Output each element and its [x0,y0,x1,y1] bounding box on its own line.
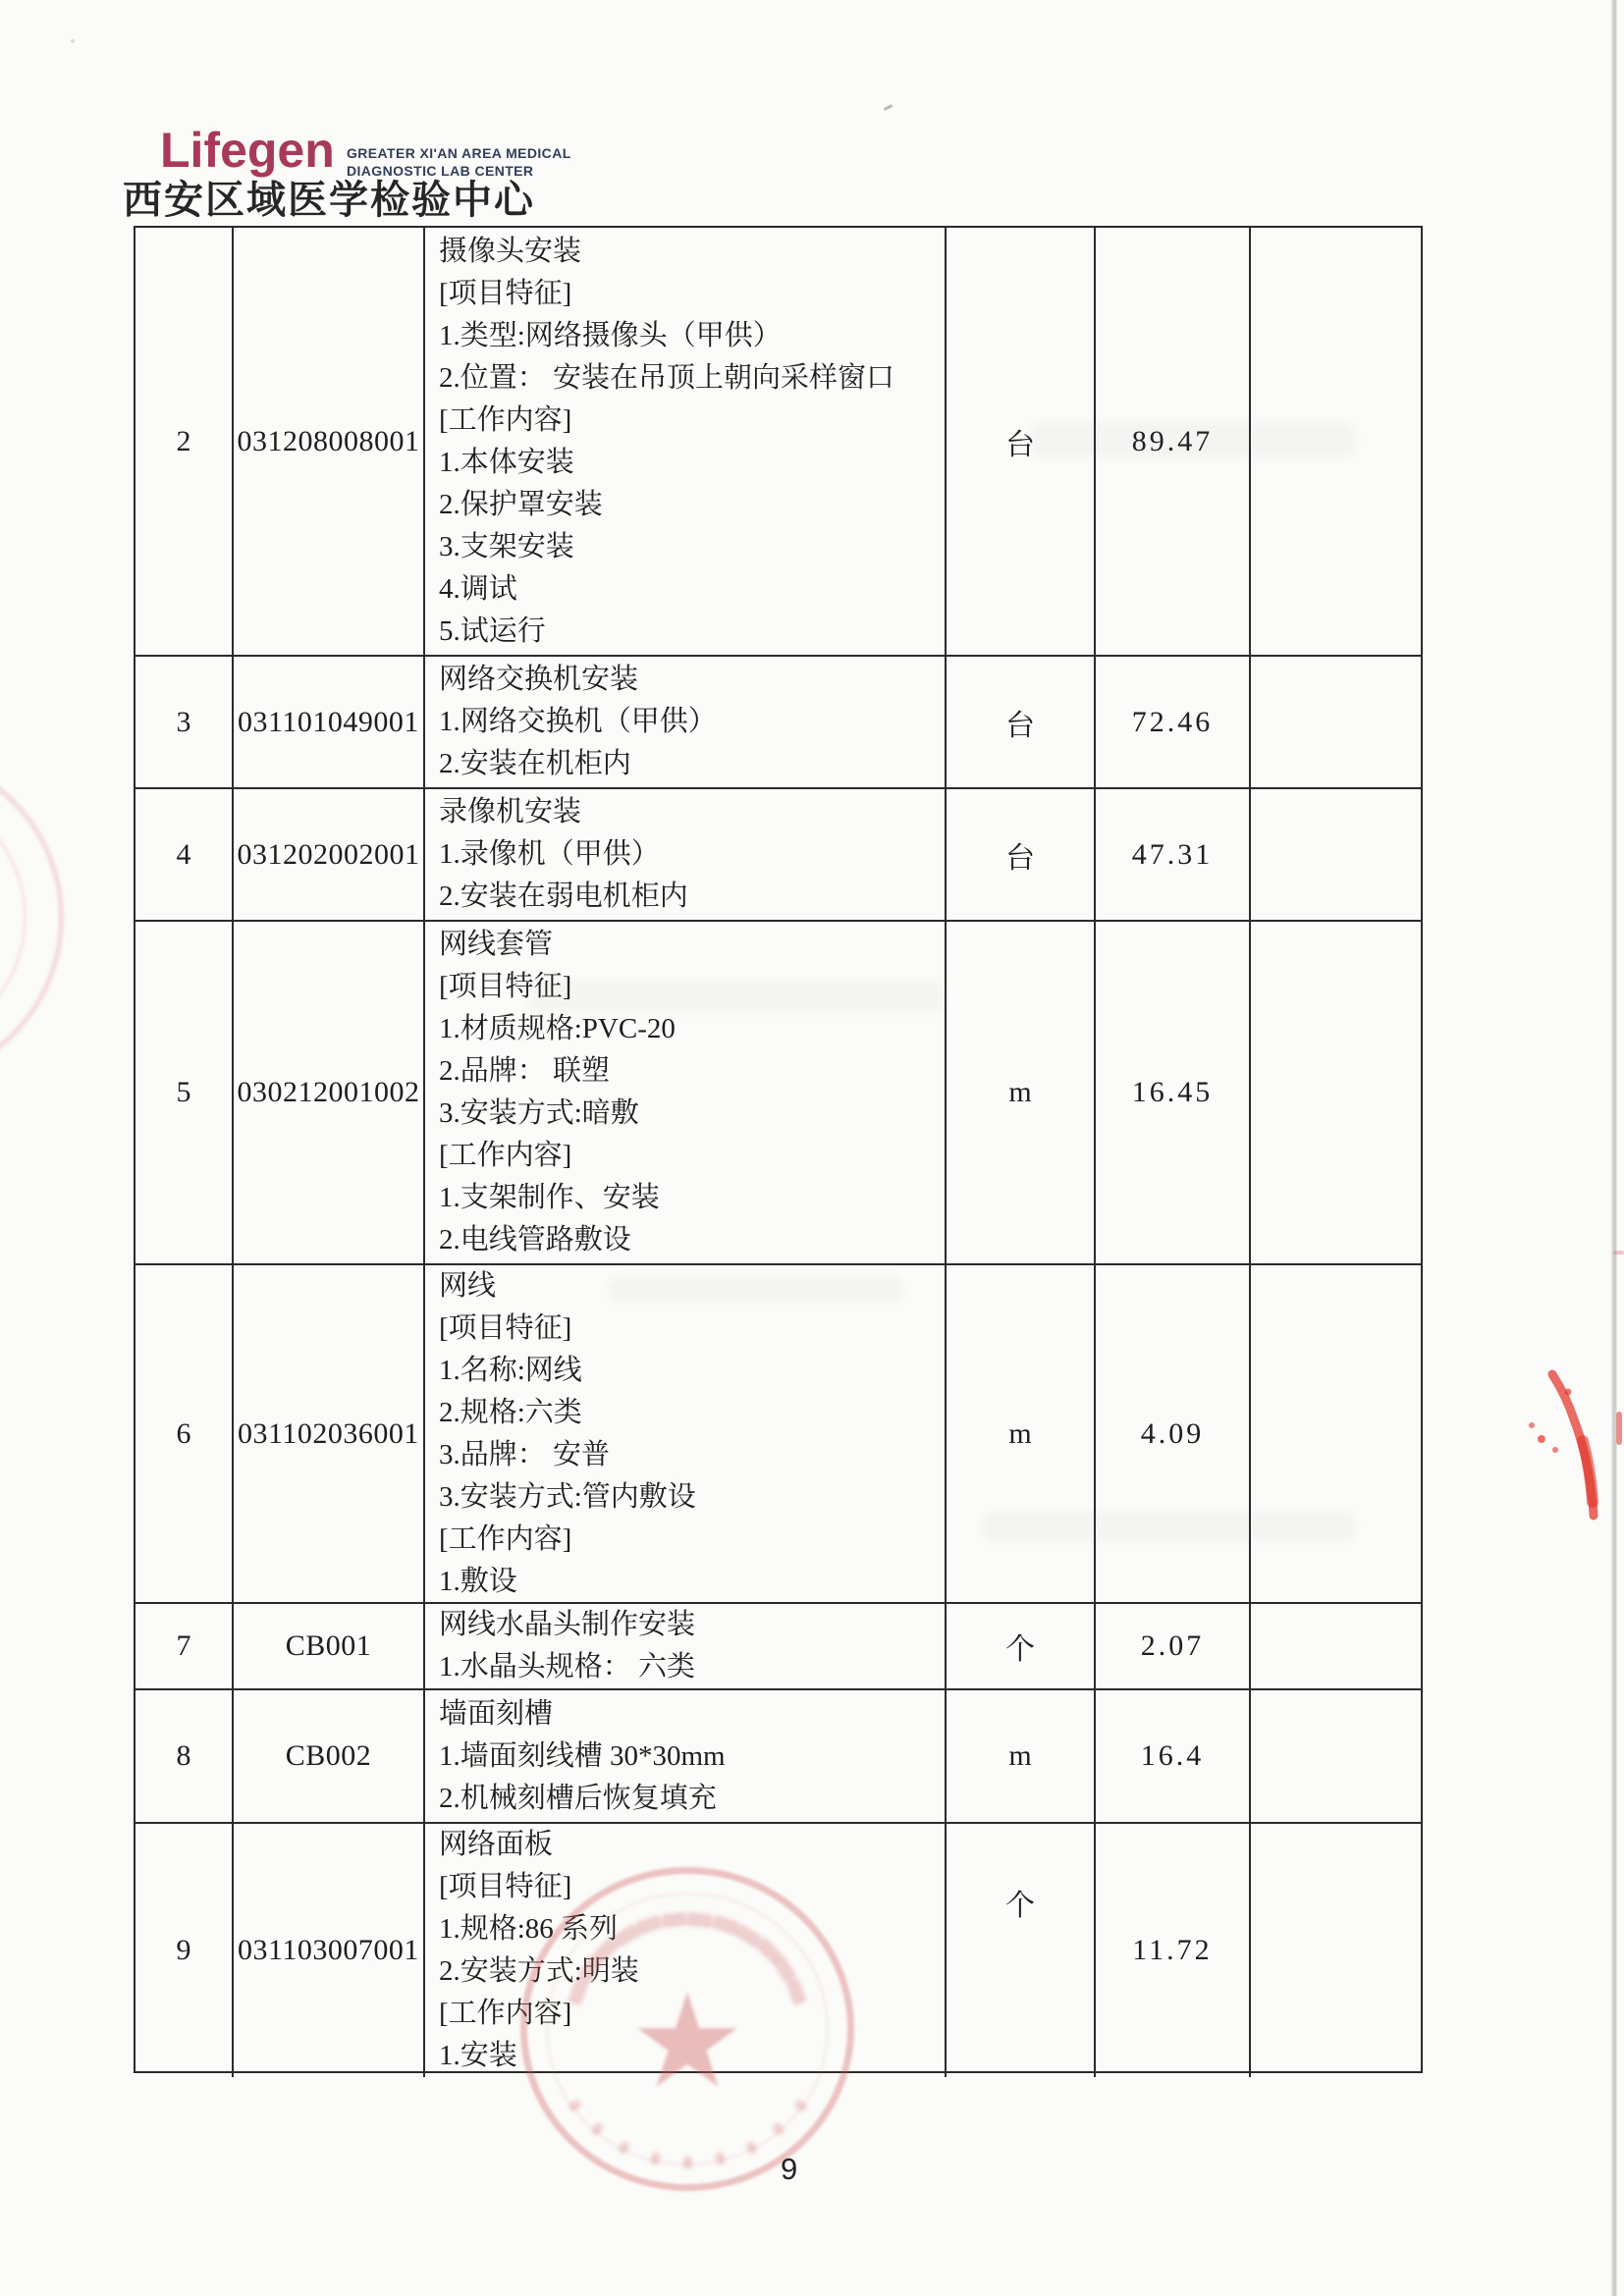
table-row [135,1604,1421,1690]
quantity-cell: 11.72 [1096,1824,1251,2077]
description-line: 1.录像机（甲供） [439,838,660,870]
empty-cell [1251,1824,1421,2077]
description-line: 网线 [439,1270,497,1302]
code-cell: CB002 [234,1690,425,1822]
description-line: 2.安装在弱电机柜内 [439,881,688,912]
description-line: 网络面板 [439,1829,554,1860]
bill-of-quantities-table [134,226,1423,2073]
description-cell [425,228,947,655]
description-line: 录像机安装 [439,796,582,828]
bleedthrough-smudge [530,982,943,1011]
quantity-cell: 16.4 [1096,1690,1251,1822]
description-line: 1.类型:网络摄像头（甲供） [439,319,782,351]
description-line: [项目特征] [439,277,572,309]
description-line: [工作内容] [439,403,572,436]
description-line: [项目特征] [439,1312,572,1344]
quantity-cell: 72.46 [1096,657,1251,787]
description-line: 5.试运行 [439,614,546,647]
stamp-digit-mark [568,2099,582,2112]
table-row [135,657,1421,789]
lifegen-logo: Lifegen [160,123,335,178]
description-line: 1.墙面刻线槽 30*30mm [439,1739,726,1772]
description-line: 1.支架制作、安装 [439,1182,660,1213]
description-line: 1.安装 [439,2040,517,2071]
description-line: 3.品牌： 安普 [439,1439,611,1470]
description-cell [425,1604,947,1688]
unit-cell: m [947,922,1096,1263]
code-cell: 031202002001 [234,789,425,920]
description-line: 1.规格:86 系列 [439,1913,619,1945]
description-line: [工作内容] [439,1523,572,1555]
bleedthrough-smudge [982,1512,1355,1541]
seq-cell: 4 [135,789,234,920]
logo-subtitle-line2: DIAGNOSTIC LAB CENTER [347,163,534,179]
red-stamp-partial-inner-ring [0,788,27,1047]
logo-subtitle [347,144,571,180]
stamp-digit-mark [771,2122,785,2137]
unit-cell: 台 [947,789,1096,920]
table-row [135,1824,1421,2075]
quantity-cell: 16.45 [1096,922,1251,1263]
description-cell [425,1265,947,1603]
empty-cell [1251,1265,1421,1603]
seq-cell: 5 [135,922,234,1263]
description-line: 2.机械刻槽后恢复填充 [439,1782,717,1814]
description-cell [425,657,947,787]
code-cell: 031208008001 [234,228,425,655]
description-line: 1.材质规格:PVC-20 [439,1013,676,1044]
description-cell [425,1824,947,2077]
description-line: 2.规格:六类 [439,1397,582,1428]
description-line: 2.品牌： 联塑 [439,1055,611,1087]
description-line: 网线水晶头制作安装 [439,1609,696,1640]
description-line: 1.本体安装 [439,446,574,478]
stamp-digit-mark [683,2157,692,2168]
logo-subtitle-line1: GREATER XI'AN AREA MEDICAL [347,145,571,161]
seq-cell: 8 [135,1690,234,1822]
description-cell [425,922,947,1263]
description-cell [425,1690,947,1822]
star-icon: ★ [628,1966,746,2118]
description-line: 3.安装方式:暗敷 [439,1097,639,1129]
bleedthrough-smudge [609,1276,903,1302]
description-line: 2.安装方式:明装 [439,1955,639,1987]
quantity-cell: 89.47 [1096,228,1251,655]
table-row [135,789,1421,922]
description-line: 1.网络交换机（甲供） [439,706,717,737]
description-line: 1.名称:网线 [439,1355,582,1386]
scan-edge-shadow [1611,0,1617,2296]
dust-speck [71,39,75,43]
description-line: [项目特征] [439,1871,572,1902]
code-cell: CB001 [234,1604,425,1688]
red-stamp-partial-outer-ring [0,751,64,1085]
empty-cell [1251,1690,1421,1822]
description-line: 3.支架安装 [439,530,574,562]
seq-cell: 6 [135,1265,234,1603]
unit-cell: 个 [947,1604,1096,1688]
unit-cell: 台 [947,228,1096,655]
description-line: 3.安装方式:管内敷设 [439,1481,696,1513]
stamp-digit-mark [618,2140,631,2155]
description-line: 1.敷设 [439,1566,517,1597]
description-cell [425,789,947,920]
code-cell: 031102036001 [234,1265,425,1603]
unit-cell: 台 [947,657,1096,787]
empty-cell [1251,1604,1421,1688]
description-line: 2.位置： 安装在吊顶上朝向采样窗口 [439,361,895,394]
description-line: [工作内容] [439,1140,572,1171]
description-line: 2.安装在机柜内 [439,748,631,779]
red-stamp-partial [0,751,64,1085]
description-line: 墙面刻槽 [439,1697,554,1730]
seq-cell: 7 [135,1604,234,1688]
description-line: 网络交换机安装 [439,664,639,695]
quantity-cell: 47.31 [1096,789,1251,920]
empty-cell [1251,922,1421,1263]
description-line: 摄像头安装 [439,235,582,267]
description-line: [工作内容] [439,1998,572,2029]
table-row [135,1690,1421,1824]
organization-title: 西安区域医学检验中心 [123,179,535,222]
unit-cell: m [947,1265,1096,1603]
pen-speck [884,104,893,111]
code-cell: 031101049001 [234,657,425,787]
description-line: [项目特征] [439,971,572,1002]
quantity-cell: 4.09 [1096,1265,1251,1603]
description-line: 4.调试 [439,572,517,605]
description-line: 1.水晶头规格： 六类 [439,1651,696,1682]
table-row [135,1265,1421,1604]
code-cell: 031103007001 [234,1824,425,2077]
unit-cell: 个 [947,1824,1096,2077]
empty-cell [1251,789,1421,920]
stamp-digit-mark [590,2122,605,2137]
empty-cell [1251,657,1421,787]
description-line: 2.保护罩安装 [439,488,603,520]
seq-cell: 9 [135,1824,234,2077]
description-line: 网线套管 [439,929,554,960]
table-row [135,922,1421,1265]
seq-cell: 2 [135,228,234,655]
quantity-cell: 2.07 [1096,1604,1251,1688]
stamp-digit-mark [793,2099,808,2112]
bleedthrough-smudge [1031,422,1355,457]
description-line: 2.电线管路敷设 [439,1224,631,1255]
page-number: 9 [781,2152,798,2186]
unit-cell: m [947,1690,1096,1822]
code-cell: 030212001002 [234,922,425,1263]
stamp-digit-mark [744,2140,758,2155]
stamp-digit-mark [715,2152,727,2165]
seq-cell: 3 [135,657,234,787]
stamp-digit-mark [649,2152,661,2165]
